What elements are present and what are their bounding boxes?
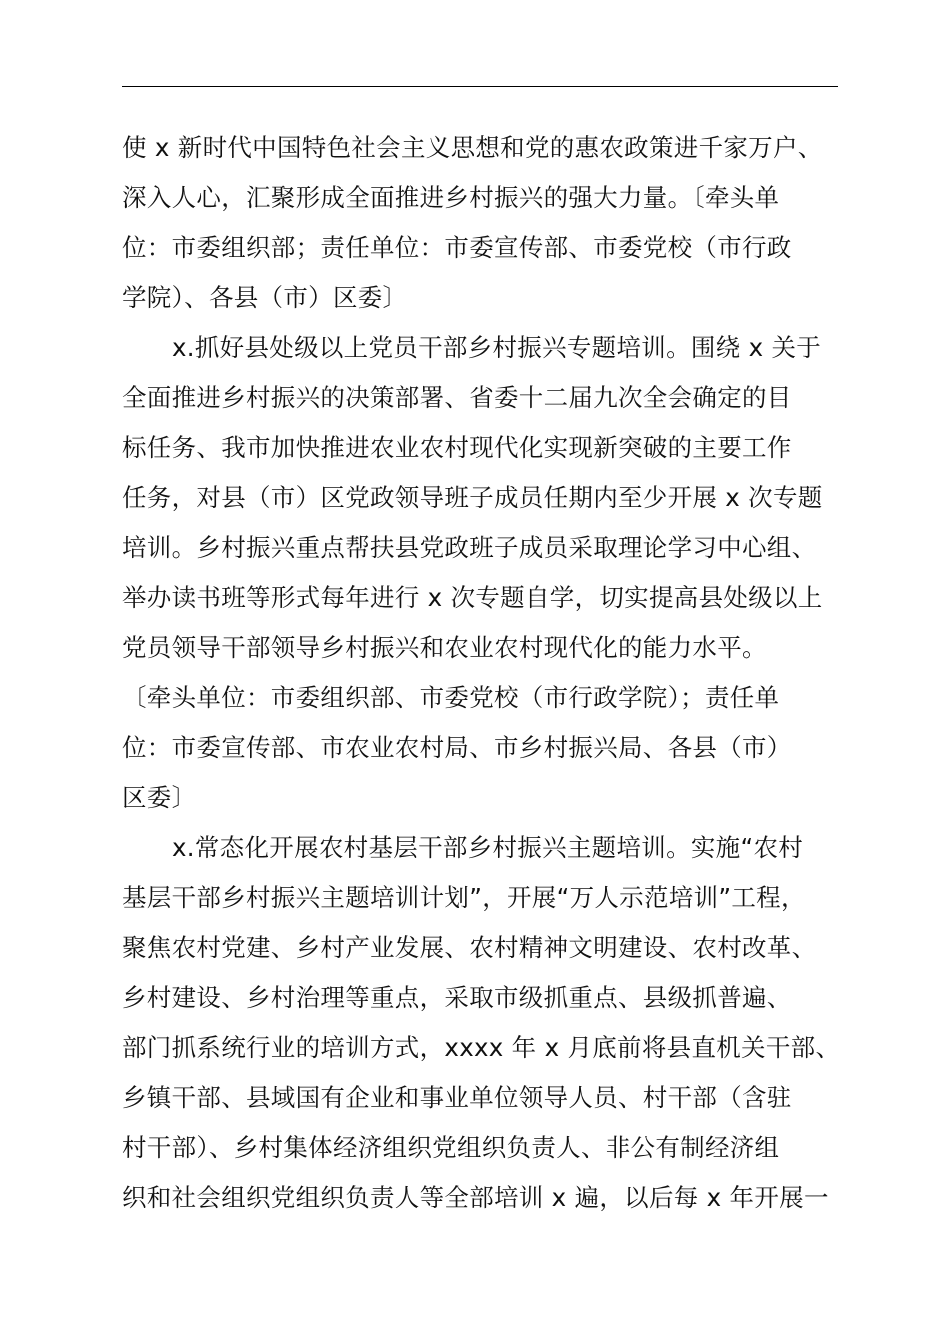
text-line: 位：市委组织部；责任单位：市委宣传部、市委党校（市行政 [122,233,792,262]
text-line: 标任务、我市加快推进农业农村现代化实现新突破的主要工作 [122,433,792,462]
text-line: 乡镇干部、县域国有企业和事业单位领导人员、村干部（含驻 [122,1083,792,1112]
text-line: 任务，对县（市）区党政领导班子成员任期内至少开展 x 次专题 [122,483,823,512]
text-line: 部门抓系统行业的培训方式，xxxx 年 x 月底前将县直机关干部、 [122,1033,841,1062]
text-line: 举办读书班等形式每年进行 x 次专题自学，切实提高县处级以上 [122,583,823,612]
text-line: 深入人心，汇聚形成全面推进乡村振兴的强大力量。〔牵头单 [122,183,780,212]
text-line: 培训。乡村振兴重点帮扶县党政班子成员采取理论学习中心组、 [122,533,817,562]
text-line: 〔牵头单位：市委组织部、市委党校（市行政学院）；责任单 [122,683,780,712]
text-line: 聚焦农村党建、乡村产业发展、农村精神文明建设、农村改革、 [122,933,817,962]
body-text [122,123,841,1223]
text-line: 织和社会组织党组织负责人等全部培训 x 遍，以后每 x 年开展一 [122,1183,829,1212]
text-line: 全面推进乡村振兴的决策部署、省委十二届九次全会确定的目 [122,383,792,412]
header-rule [122,86,838,87]
text-line: 基层干部乡村振兴主题培训计划”，开展“万人示范培训”工程， [122,883,806,912]
text-line: 乡村建设、乡村治理等重点，采取市级抓重点、县级抓普遍、 [122,983,792,1012]
text-line: 区委〕 [122,783,197,812]
text-line: 学院）、各县（市）区委〕 [122,283,408,312]
text-line: 使 x 新时代中国特色社会主义思想和党的惠农政策进千家万户、 [122,133,823,162]
text-line: 位：市委宣传部、市农业农村局、市乡村振兴局、各县（市） [122,733,792,762]
text-line: 党员领导干部领导乡村振兴和农业农村现代化的能力水平。 [122,633,767,662]
text-line: 村干部）、乡村集体经济组织党组织负责人、非公有制经济组 [122,1133,780,1162]
paragraph-start-line: x.常态化开展农村基层干部乡村振兴主题培训。实施“农村 [172,833,804,862]
paragraph-start-line: x.抓好县处级以上党员干部乡村振兴专题培训。围绕 x 关于 [172,333,822,362]
